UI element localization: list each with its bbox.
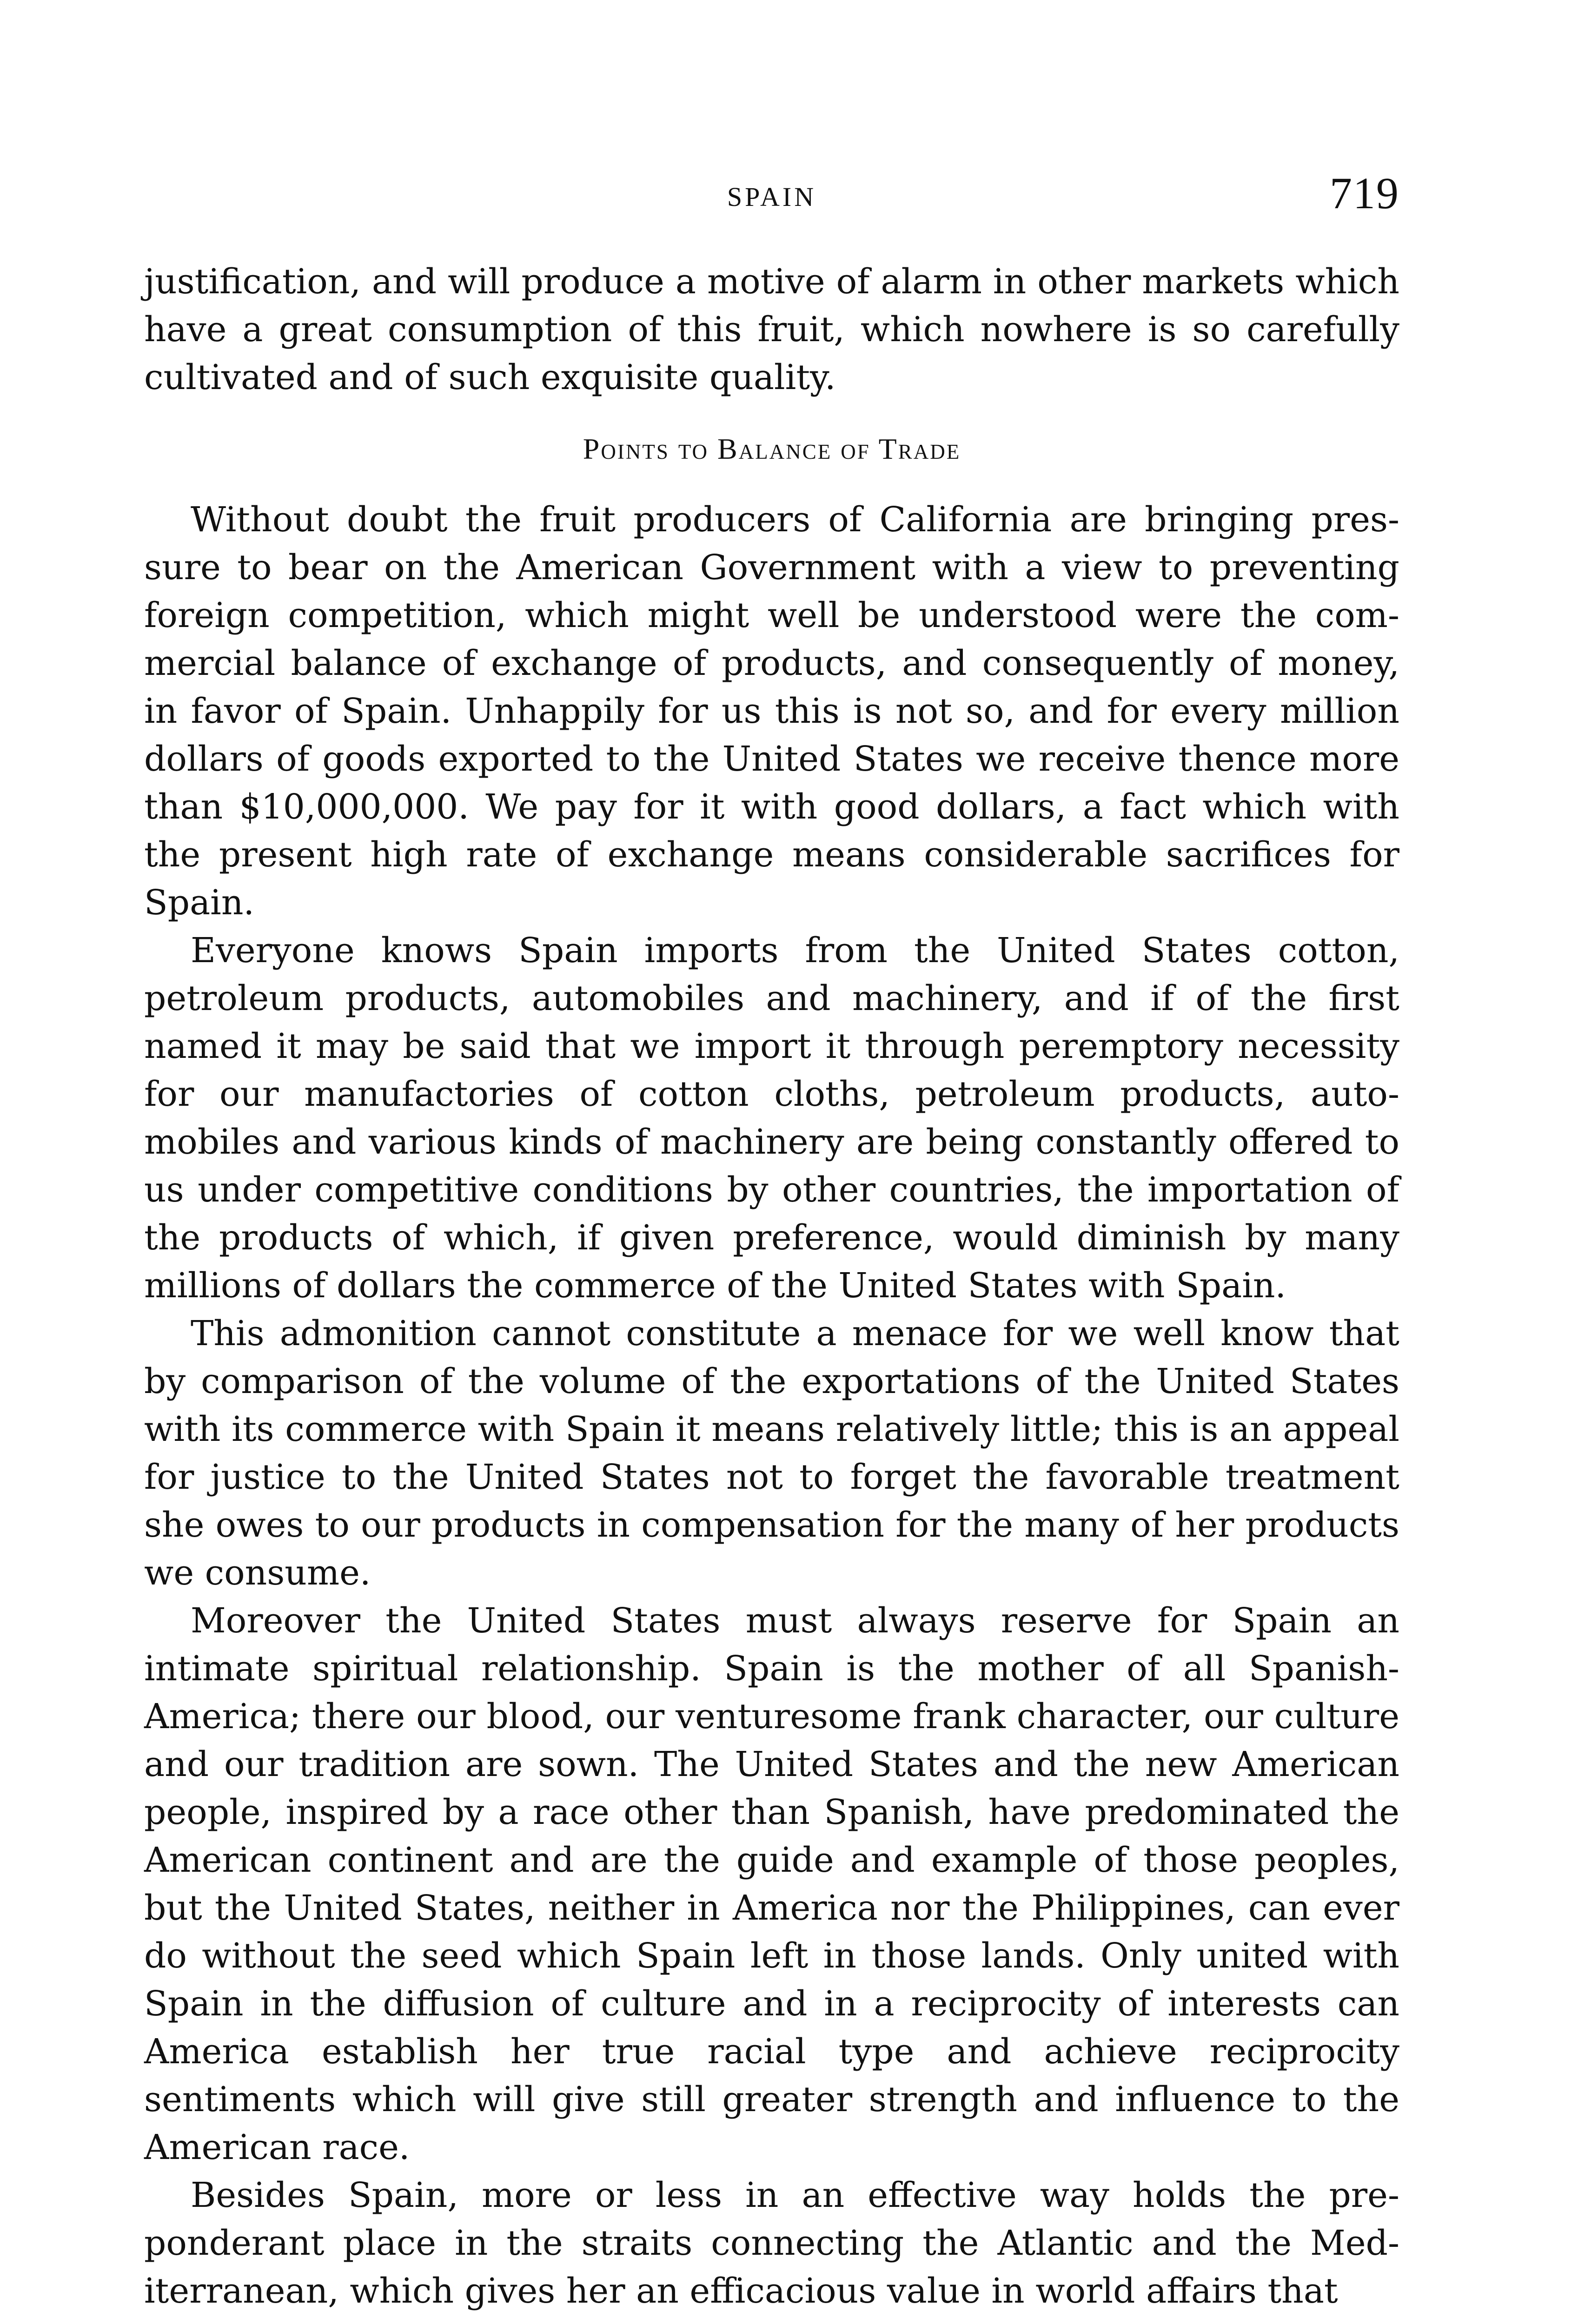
paragraph: Besides Spain, more or less in an effective way holds the preponderant place in the straits connecting the Atlantic and the Mediterranean, which gives her an efficacious value in world affairs that: [144, 2175, 1399, 2311]
paragraph: Without doubt the fruit producers of California are bringing pressure to bear on the American Government with a view to preventing foreign competition, which might well be understood were the commercial balance of exchange of products, and consequently of money, in favor of Spain. Unhappily for us this is not so, and for every million dollars of goods exported to the United States we receive thence more than $10,000,000. We pay for it with good dollars, a fact which with the present high rate of exchange means considerable sacrifices for Spain.: [144, 500, 1399, 923]
body-text: [144, 258, 1399, 2315]
paragraph: Everyone knows Spain imports from the United States cotton, petroleum products, automobiles and machinery, and if of the first named it may be said that we import it through peremptory necessity for our manufactories of cotton cloths, petroleum products, automobiles and various kinds of machinery are being constantly offered to us under competitive conditions by other countries, the importation of the products of which, if given preference, would diminish by many millions of dollars the commerce of the United States with Spain.: [144, 931, 1399, 1306]
paragraph: Moreover the United States must always reserve for Spain an intimate spiritual relationship. Spain is the mother of all Spanish-America; there our blood, our venturesome frank character, our culture and our tradition are sown. The United States and the new American people, inspired by a race other than Spanish, have predominated the American continent and are the guide and example of those peoples, but the United States, neither in America nor the Philippines, can ever do without the seed which Spain left in those lands. Only united with Spain in the diffusion of culture and in a reciprocity of interests can America establish her true racial type and achieve reciprocity sentiments which will give still greater strength and influence to the American race.: [144, 1601, 1399, 2167]
running-head: SPAIN: [727, 182, 817, 212]
paragraph: This admonition cannot constitute a menace for we well know that by comparison of the volume of the exportations of the United States with its commerce with Spain it means relatively little; this is an appeal for justice to the United States not to forget the favorable treatment she owes to our products in compensation for the many of her products we consume.: [144, 1314, 1399, 1593]
page-header: [144, 167, 1399, 232]
section-heading: Points to Balance of Trade: [583, 432, 961, 465]
paragraph-continuation: justification, and will produce a motive of alarm in other markets which have a great consumption of this fruit, which nowhere is so carefully cultivated and of such exquisite quality.: [144, 262, 1399, 397]
page-number: 719: [1330, 168, 1399, 218]
